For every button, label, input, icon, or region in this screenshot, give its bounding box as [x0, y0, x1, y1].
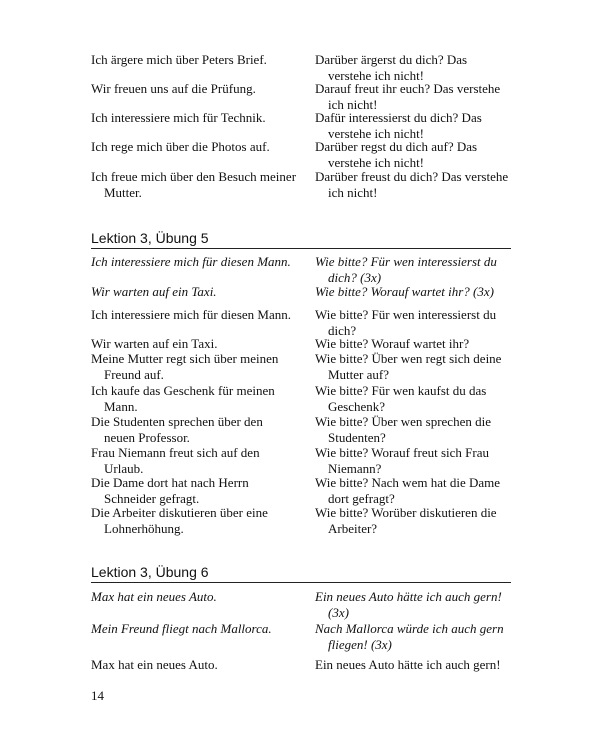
section-heading: Lektion 3, Übung 6	[91, 562, 511, 583]
section-heading: Lektion 3, Übung 5	[91, 228, 511, 249]
prompt-text: Ich interessiere mich für diesen Mann.	[91, 307, 291, 322]
prompt-text: Ich kaufe das Geschenk für meinen Mann.	[91, 383, 275, 414]
response-text: Darauf freut ihr euch? Das verstehe ich nicht!	[315, 81, 501, 112]
prompt-text: Wir freuen uns auf die Prüfung.	[91, 81, 256, 96]
response-text: Ein neues Auto hätte ich auch gern!	[315, 657, 501, 672]
response-text: Darüber regst du dich auf? Das verstehe ich nicht!	[315, 139, 478, 170]
prompt-text: Ich rege mich über die Photos auf.	[91, 139, 270, 154]
response-text: Dafür interessierst du dich? Das verstehe ich nicht!	[315, 110, 482, 141]
prompt-text: Die Dame dort hat nach Herrn Schneider gefragt.	[91, 475, 249, 506]
prompt-text: Ich freue mich über den Besuch meiner Mutter.	[91, 169, 297, 200]
prompt-text: Max hat ein neues Auto.	[91, 657, 218, 672]
response-text: Wie bitte? Worauf freut sich Frau Niemann?	[315, 445, 489, 476]
prompt-text: Frau Niemann freut sich auf den Urlaub.	[91, 445, 260, 476]
prompt-text: Wir warten auf ein Taxi.	[91, 284, 217, 299]
prompt-text: Meine Mutter regt sich über meinen Freund auf.	[91, 351, 279, 382]
response-text: Wie bitte? Über wen regt sich deine Mutter auf?	[315, 351, 502, 382]
response-text: Wie bitte? Worauf wartet ihr?	[315, 336, 470, 351]
response-text: Wie bitte? Für wen kaufst du das Geschenk?	[315, 383, 487, 414]
prompt-text: Mein Freund fliegt nach Mallorca.	[91, 621, 272, 636]
response-text: Darüber ärgerst du dich? Das verstehe ich nicht!	[315, 52, 468, 83]
response-text: Wie bitte? Für wen interessierst du dich? (3x)	[315, 254, 497, 285]
response-text: Wie bitte? Worüber diskutieren die Arbeiter?	[315, 505, 497, 536]
prompt-text: Die Studenten sprechen über den neuen Professor.	[91, 414, 263, 445]
response-text: Wie bitte? Worauf wartet ihr? (3x)	[315, 284, 494, 299]
response-text: Darüber freust du dich? Das verstehe ich nicht!	[315, 169, 509, 200]
response-text: Wie bitte? Über wen sprechen die Studenten?	[315, 414, 491, 445]
prompt-text: Ich interessiere mich für diesen Mann.	[91, 254, 291, 269]
prompt-text: Ich interessiere mich für Technik.	[91, 110, 266, 125]
prompt-text: Die Arbeiter diskutieren über eine Lohnerhöhung.	[91, 505, 268, 536]
prompt-text: Ich ärgere mich über Peters Brief.	[91, 52, 267, 67]
response-text: Ein neues Auto hätte ich auch gern! (3x)	[315, 589, 502, 620]
prompt-text: Max hat ein neues Auto.	[91, 589, 217, 604]
response-text: Nach Mallorca würde ich auch gern fliegen! (3x)	[315, 621, 504, 652]
prompt-text: Wir warten auf ein Taxi.	[91, 336, 218, 351]
response-text: Wie bitte? Für wen interessierst du dich?	[315, 307, 497, 338]
response-text: Wie bitte? Nach wem hat die Dame dort gefragt?	[315, 475, 501, 506]
page-number: 14	[91, 688, 104, 703]
